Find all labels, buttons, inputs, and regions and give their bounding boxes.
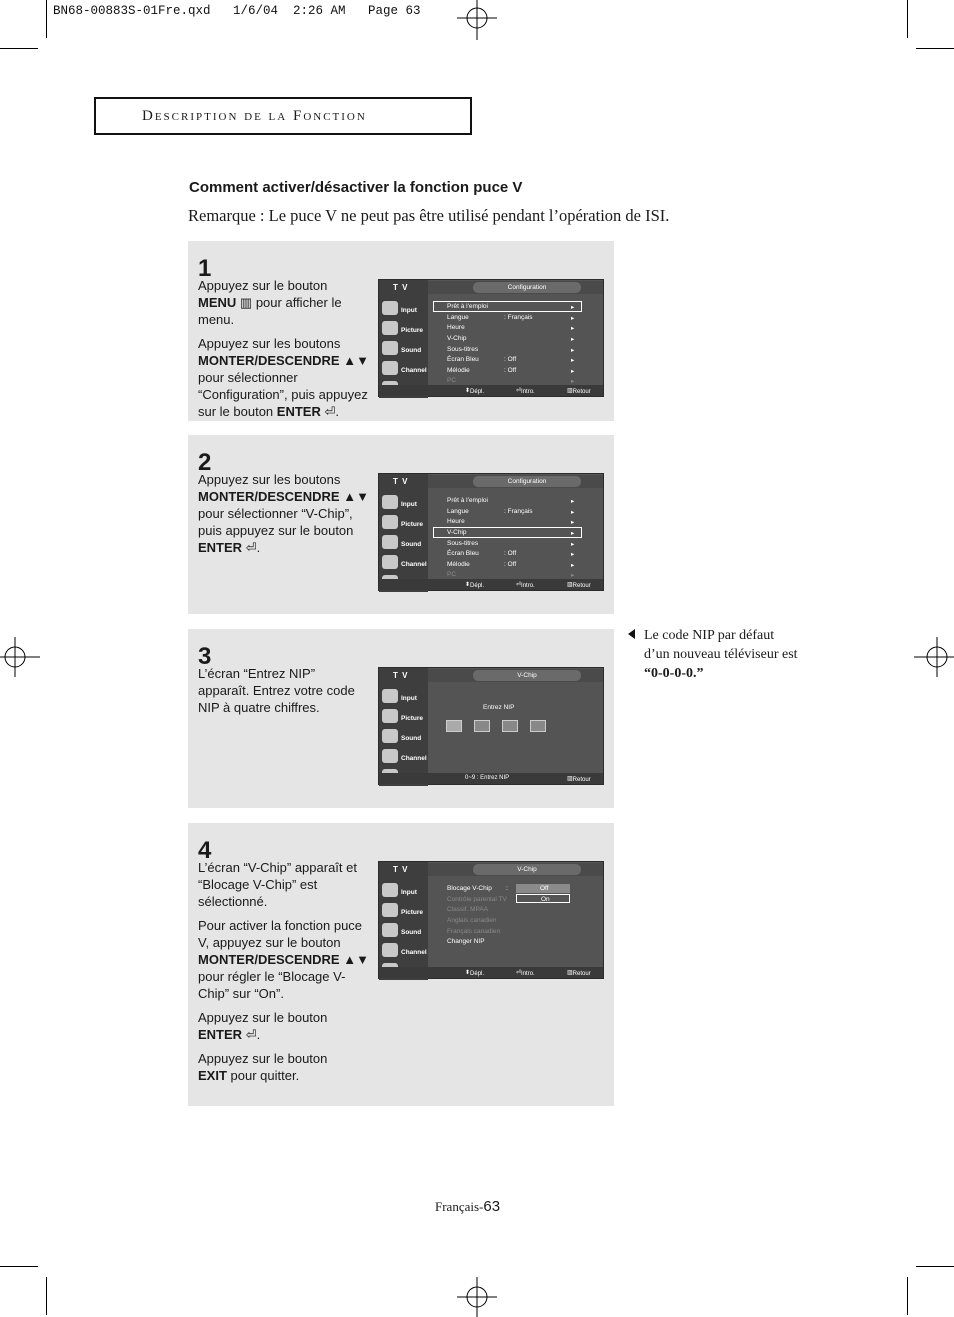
tv-screen-config: T V Configuration Input Picture Sound Channel Prêt à l'emploi ▸ Langue : Français ▸ Heure ▸ V-Chip ▸ Sous-titres ▸ Écran Bleu : Off ▸ Mélodie : Off ▸ PC ▸ ⬍ Dépl. ⏎ Intro. ▥ Retour — [378, 279, 604, 397]
enter-icon: ⏎ — [324, 404, 336, 419]
menu-icon: ▥ — [239, 295, 253, 310]
nip-digit-box — [502, 720, 518, 732]
crop-mark — [46, 1277, 47, 1315]
tv-menu-title: Configuration — [473, 476, 581, 487]
page-footer: Français-63 — [435, 1198, 501, 1215]
registration-mark — [914, 637, 954, 677]
channel-icon — [382, 555, 398, 569]
step-instructions: L’écran “V-Chip” apparaît et “Blocage V-Chip” est sélectionné. Pour activer la fonction puce V, appuyez sur le bouton MONTER/DESCENDRE ▲▼ pour régler le “Blocage V-Chip” sur “On”. Appuyez sur le bouton ENTER ⏎. Appuyez sur le bouton EXIT pour quitter. — [198, 860, 369, 1083]
step-1 — [188, 241, 614, 421]
print-header: BN68-00883S-01Fre.qxd 1/6/04 2:26 AM Page 63 — [53, 4, 421, 18]
section-title: Description de la Fonction — [94, 97, 472, 135]
pointer-triangle-icon — [628, 629, 635, 639]
nip-digit-box — [530, 720, 546, 732]
page-heading: Comment activer/désactiver la fonction puce V — [189, 179, 523, 196]
sound-icon — [382, 923, 398, 937]
step-2 — [188, 435, 614, 614]
step-number: 1 — [198, 255, 212, 282]
step-number: 3 — [198, 643, 212, 670]
step-instructions: L’écran “Entrez NIP” apparaît. Entrez votre code NIP à quatre chiffres. — [198, 666, 355, 715]
up-down-arrows-icon: ▲▼ — [343, 353, 369, 368]
enter-icon: ⏎ — [245, 540, 257, 555]
tv-screen-vchip: T V V-Chip Input Picture Sound Channel Blocage V-Chip : Contrôle parental TV Classif. MPAA Anglais canadien Français canadien Changer NIP Off On ⬍ Dépl. ⏎ Intro. ▥ Retour — [378, 861, 604, 979]
crop-mark — [907, 0, 908, 38]
entrez-nip-label: Entrez NIP — [483, 704, 515, 711]
step-number: 4 — [198, 837, 212, 864]
registration-mark — [0, 637, 40, 677]
up-down-arrows-icon: ▲▼ — [343, 952, 369, 967]
channel-icon — [382, 361, 398, 375]
step-instructions: Appuyez sur le bouton MENU ▥ pour afficher le menu. Appuyez sur les boutons MONTER/DESCENDRE ▲▼ pour sélectionner “Configuration”, puis appuyez sur le bouton ENTER ⏎. — [198, 278, 369, 419]
tv-menu-title: V-Chip — [473, 864, 581, 875]
picture-icon — [382, 903, 398, 917]
registration-mark — [457, 1277, 497, 1317]
channel-icon — [382, 749, 398, 763]
crop-mark — [0, 48, 38, 49]
crop-mark — [916, 1266, 954, 1267]
sound-icon — [382, 535, 398, 549]
step-instructions: Appuyez sur les boutons MONTER/DESCENDRE ▲▼ pour sélectionner “V-Chip”, puis appuyez sur le bouton ENTER ⏎. — [198, 472, 369, 555]
input-icon — [382, 883, 398, 897]
nip-digit-box — [446, 720, 462, 732]
input-icon — [382, 301, 398, 315]
tv-screen-enter-nip: T V V-Chip Input Picture Sound Channel Entrez NIP 0~9 : Entrez NIP ▥ Retour — [378, 667, 604, 785]
crop-mark — [0, 1266, 38, 1267]
option-on: On — [516, 894, 570, 903]
option-off: Off — [516, 884, 570, 893]
tv-screen-config-vchip: T V Configuration Input Picture Sound Channel Prêt à l'emploi ▸ Langue : Français ▸ Heure ▸ V-Chip ▸ Sous-titres ▸ Écran Bleu : Off ▸ Mélodie : Off ▸ PC ▸ ⬍ Dépl. ⏎ Intro. ▥ Retour — [378, 473, 604, 591]
picture-icon — [382, 709, 398, 723]
channel-icon — [382, 943, 398, 957]
picture-icon — [382, 515, 398, 529]
remark: Remarque : Le puce V ne peut pas être utilisé pendant l’opération de ISI. — [188, 206, 670, 225]
picture-icon — [382, 321, 398, 335]
tv-menu-title: Configuration — [473, 282, 581, 293]
step-3 — [188, 629, 614, 808]
tv-menu-title: V-Chip — [473, 670, 581, 681]
up-down-arrows-icon: ▲▼ — [343, 489, 369, 504]
enter-icon: ⏎ — [245, 1027, 257, 1042]
crop-mark — [916, 48, 954, 49]
nip-digit-box — [474, 720, 490, 732]
crop-mark — [46, 0, 47, 38]
sound-icon — [382, 341, 398, 355]
step-number: 2 — [198, 449, 212, 476]
input-icon — [382, 495, 398, 509]
input-icon — [382, 689, 398, 703]
sound-icon — [382, 729, 398, 743]
step-4 — [188, 823, 614, 1106]
registration-mark — [457, 0, 497, 40]
crop-mark — [907, 1277, 908, 1315]
